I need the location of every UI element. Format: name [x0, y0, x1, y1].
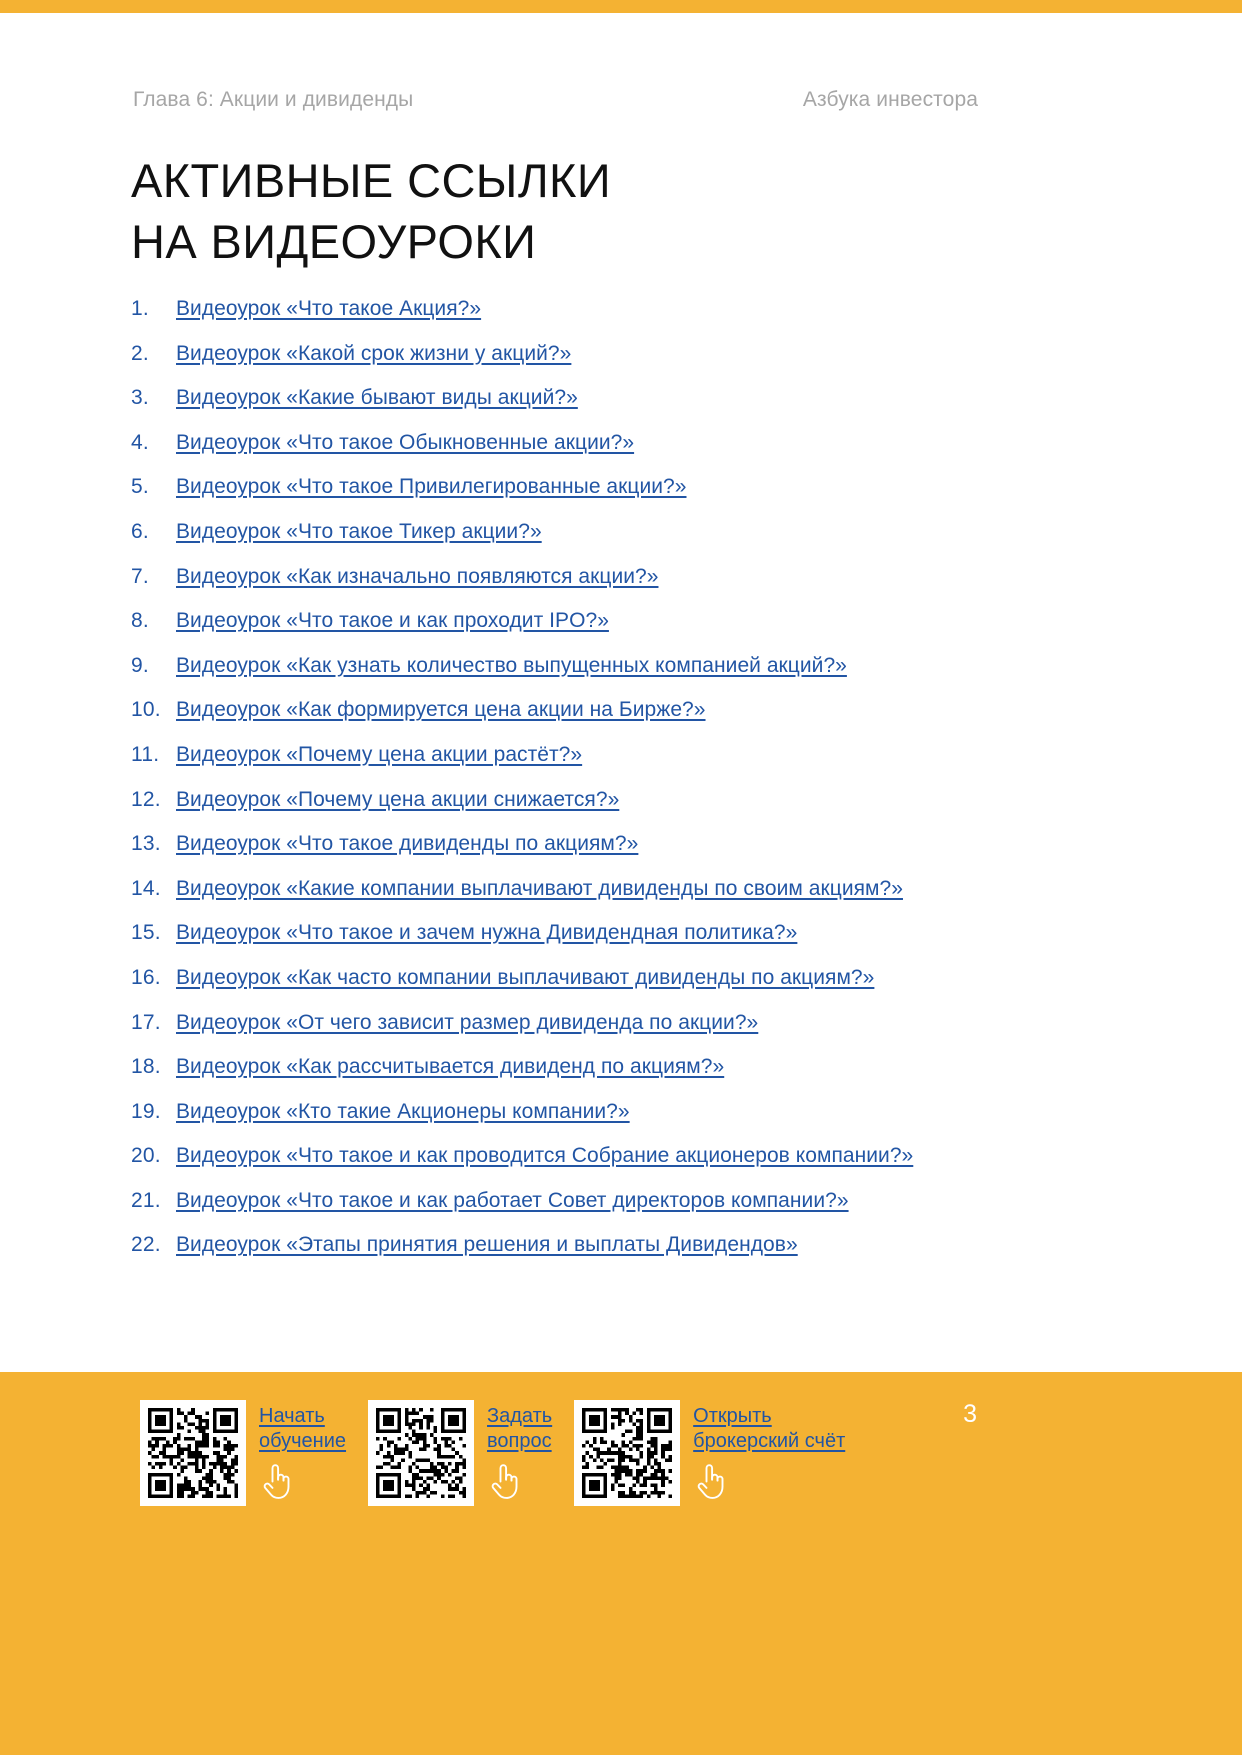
video-lesson-link[interactable]: Видеоурок «Что такое дивиденды по акциям?»: [176, 832, 639, 856]
page-title-line-2: НА ВИДЕОУРОКИ: [131, 215, 537, 268]
list-item: [131, 788, 1131, 833]
cta-link[interactable]: [487, 1404, 552, 1454]
cta-side: [693, 1400, 845, 1502]
list-item: [131, 520, 1131, 565]
list-item: [131, 1055, 1131, 1100]
list-item-number: 15.: [131, 921, 161, 945]
video-lesson-link[interactable]: Видеоурок «Что такое и как проходит IPO?»: [176, 609, 609, 633]
list-item-number: 7.: [131, 564, 149, 588]
list-item: [131, 1100, 1131, 1145]
top-accent-strip: [0, 0, 1242, 13]
list-item-number: 16.: [131, 965, 161, 989]
list-item-number: 18.: [131, 1055, 161, 1079]
list-item: [131, 743, 1131, 788]
list-item: [131, 609, 1131, 654]
cta-link[interactable]: [693, 1404, 845, 1454]
video-lesson-link[interactable]: Видеоурок «Какие компании выплачивают дивиденды по своим акциям?»: [176, 876, 903, 900]
cta-label-line-1: Задать: [487, 1405, 553, 1427]
book-title-label: Азбука инвестора: [802, 88, 978, 111]
list-item-number: 8.: [131, 609, 149, 633]
list-item-number: 11.: [131, 742, 160, 766]
chapter-label: Глава 6: Акции и дивиденды: [133, 88, 414, 111]
list-item-number: 5.: [131, 475, 149, 499]
qr-code-icon[interactable]: [574, 1400, 680, 1506]
list-item-number: 20.: [131, 1144, 161, 1168]
footer-cta-group: [140, 1400, 845, 1506]
video-lesson-link[interactable]: Видеоурок «От чего зависит размер дивиденда по акции?»: [176, 1010, 759, 1034]
list-item: [131, 832, 1131, 877]
video-lesson-link[interactable]: Видеоурок «Что такое Акция?»: [176, 297, 482, 320]
list-item-number: 12.: [131, 787, 161, 811]
list-item: [131, 431, 1131, 476]
video-lesson-link[interactable]: Видеоурок «Что такое Привилегированные акции?»: [176, 475, 687, 499]
list-item-number: 21.: [131, 1188, 161, 1212]
video-lesson-link[interactable]: Видеоурок «Почему цена акции растёт?»: [176, 742, 583, 766]
list-item: [131, 342, 1131, 387]
pointing-hand-icon: [487, 1462, 521, 1502]
list-item-number: 9.: [131, 653, 149, 677]
list-item: [131, 475, 1131, 520]
qr-code-icon[interactable]: [368, 1400, 474, 1506]
list-item: [131, 1189, 1131, 1234]
pointing-hand-icon: [693, 1462, 727, 1502]
list-item-number: 17.: [131, 1010, 161, 1034]
list-item-number: 2.: [131, 341, 149, 365]
running-head: [133, 88, 978, 112]
footer-cta: [574, 1400, 845, 1506]
cta-link[interactable]: [259, 1404, 346, 1454]
list-item-number: 1.: [131, 297, 149, 320]
video-lesson-link[interactable]: Видеоурок «Как рассчитывается дивиденд по акциям?»: [176, 1055, 725, 1079]
video-lesson-link[interactable]: Видеоурок «Что такое Обыкновенные акции?»: [176, 430, 635, 454]
cta-label-line-2: брокерский счёт: [693, 1430, 846, 1452]
list-item-number: 4.: [131, 430, 149, 454]
list-item: [131, 1144, 1131, 1189]
list-item-number: 14.: [131, 876, 161, 900]
list-item: [131, 877, 1131, 922]
video-lesson-link[interactable]: Видеоурок «Как часто компании выплачивают дивиденды по акциям?»: [176, 965, 875, 989]
list-item: [131, 386, 1131, 431]
video-lesson-link[interactable]: Видеоурок «Как узнать количество выпущенных компанией акций?»: [176, 653, 847, 677]
list-item-number: 10.: [131, 698, 161, 722]
list-item-number: 13.: [131, 832, 161, 856]
video-lesson-link[interactable]: Видеоурок «Какой срок жизни у акций?»: [176, 341, 572, 365]
page-title: [131, 150, 1031, 272]
list-item: [131, 921, 1131, 966]
video-lesson-link[interactable]: Видеоурок «Как изначально появляются акции?»: [176, 564, 659, 588]
footer-band: [0, 1372, 1242, 1755]
list-item: [131, 1011, 1131, 1056]
video-lesson-link[interactable]: Видеоурок «Что такое и как проводится Собрание акционеров компании?»: [176, 1144, 914, 1168]
list-item-number: 22.: [131, 1233, 161, 1257]
footer-cta: [368, 1400, 552, 1506]
list-item: [131, 654, 1131, 699]
footer-cta: [140, 1400, 346, 1506]
qr-code-icon[interactable]: [140, 1400, 246, 1506]
cta-side: [259, 1400, 346, 1502]
video-lesson-link[interactable]: Видеоурок «Какие бывают виды акций?»: [176, 386, 578, 410]
pointing-hand-icon: [259, 1462, 293, 1502]
list-item: [131, 297, 1131, 342]
list-item: [131, 565, 1131, 610]
video-lesson-link[interactable]: Видеоурок «Кто такие Акционеры компании?»: [176, 1099, 630, 1123]
list-item: [131, 698, 1131, 743]
page-title-line-1: АКТИВНЫЕ ССЫЛКИ: [131, 154, 612, 207]
list-item-number: 3.: [131, 386, 149, 410]
list-item: [131, 966, 1131, 1011]
page-number: 3: [963, 1400, 977, 1428]
video-lesson-link[interactable]: Видеоурок «Что такое и как работает Совет директоров компании?»: [176, 1188, 849, 1212]
video-lesson-link[interactable]: Видеоурок «Этапы принятия решения и выплаты Дивидендов»: [176, 1233, 798, 1257]
cta-label-line-1: Начать: [259, 1405, 325, 1427]
video-lesson-link[interactable]: Видеоурок «Почему цена акции снижается?»: [176, 787, 620, 811]
list-item-number: 19.: [131, 1099, 161, 1123]
list-item: [131, 1233, 1131, 1278]
video-links-list: [131, 297, 1131, 1278]
video-lesson-link[interactable]: Видеоурок «Что такое Тикер акции?»: [176, 519, 542, 543]
cta-label-line-2: вопрос: [487, 1430, 552, 1452]
video-lesson-link[interactable]: Видеоурок «Как формируется цена акции на Бирже?»: [176, 698, 706, 722]
cta-label-line-2: обучение: [259, 1430, 347, 1452]
list-item-number: 6.: [131, 519, 149, 543]
video-lesson-link[interactable]: Видеоурок «Что такое и зачем нужна Дивидендная политика?»: [176, 921, 798, 945]
cta-label-line-1: Открыть: [693, 1405, 772, 1427]
cta-side: [487, 1400, 552, 1502]
